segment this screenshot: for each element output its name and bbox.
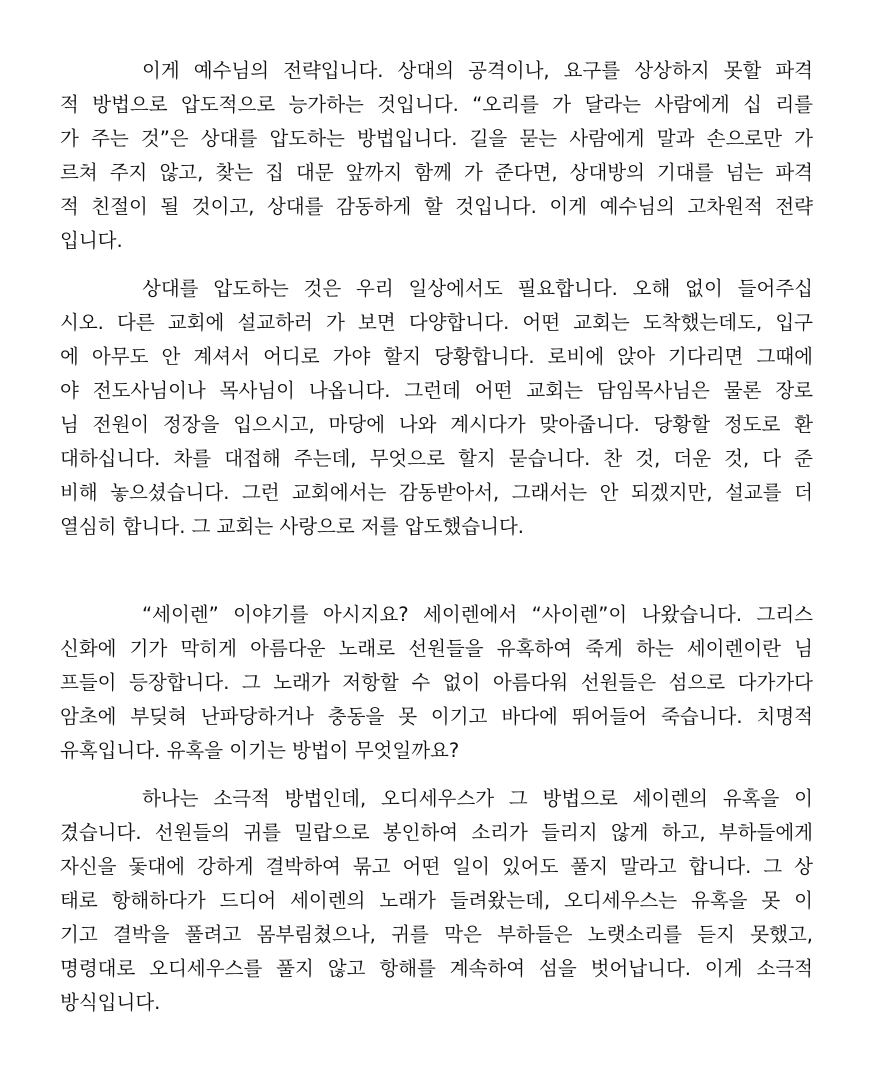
paragraph-4-line-1: 하나는 소극적 방법인데, 오디세우스가 그 방법으로 세이렌의 유혹을 이 — [142, 787, 813, 810]
paragraph-2-line-5: 님 전원이 정장을 입으시고, 마당에 나와 계시다가 맞아줍니다. 당황할 정도로 환 — [60, 413, 813, 436]
paragraph-3-line-3: 프들이 등장합니다. 그 노래가 저항할 수 없이 아름다워 선원들은 섬으로 다가가다 — [60, 671, 813, 694]
paragraph-1-line-1: 이게 예수님의 전략입니다. 상대의 공격이나, 요구를 상상하지 못할 파격 — [142, 59, 813, 82]
paragraph-4-line-7: 방식입니다. — [60, 991, 161, 1014]
paragraph-2-line-6: 대하십니다. 차를 대접해 주는데, 무엇으로 할지 묻습니다. 찬 것, 더운 것, 다 준 — [60, 447, 813, 470]
paragraph-4-line-5: 기고 결박을 풀려고 몸부림쳤으나, 귀를 막은 부하들은 노랫소리를 듣지 못했고, — [60, 923, 813, 946]
paragraph-2-line-4: 야 전도사님이나 목사님이 나옵니다. 그런데 어떤 교회는 담임목사님은 물론 장로 — [60, 379, 813, 402]
paragraph-1-line-2: 적 방법으로 압도적으로 능가하는 것입니다. “오리를 가 달라는 사람에게 십 리를 — [60, 93, 813, 116]
paragraph-1-line-3: 가 주는 것”은 상대를 압도하는 방법입니다. 길을 묻는 사람에게 말과 손으로만 가 — [60, 127, 813, 150]
paragraph-2-line-8: 열심히 합니다. 그 교회는 사랑으로 저를 압도했습니다. — [60, 515, 525, 538]
paragraph-3-line-2: 신화에 기가 막히게 아름다운 노래로 선원들을 유혹하여 죽게 하는 세이렌이란 님 — [60, 637, 813, 660]
paragraph-2-line-7: 비해 놓으셨습니다. 그런 교회에서는 감동받아서, 그래서는 안 되겠지만, 설교를 더 — [60, 481, 813, 504]
paragraph-3-line-5: 유혹입니다. 유혹을 이기는 방법이 무엇일까요? — [60, 739, 460, 762]
paragraph-4-line-3: 자신을 돛대에 강하게 결박하여 묶고 어떤 일이 있어도 풀지 말라고 합니다. 그 상 — [60, 855, 813, 878]
paragraph-2-line-2: 시오. 다른 교회에 설교하러 가 보면 다양합니다. 어떤 교회는 도착했는데도, 입구 — [60, 311, 813, 334]
paragraph-4-line-4: 태로 항해하다가 드디어 세이렌의 노래가 들려왔는데, 오디세우스는 유혹을 못 이 — [60, 889, 813, 912]
paragraph-2-line-3: 에 아무도 안 계셔서 어디로 가야 할지 당황합니다. 로비에 앉아 기다리면 그때에 — [60, 345, 813, 368]
paragraph-1-line-5: 적 친절이 될 것이고, 상대를 감동하게 할 것입니다. 이게 예수님의 고차원적 전략 — [60, 195, 813, 218]
paragraph-3-line-1: “세이렌” 이야기를 아시지요? 세이렌에서 “사이렌”이 나왔습니다. 그리스 — [142, 603, 813, 626]
paragraph-1-line-4: 르쳐 주지 않고, 찾는 집 대문 앞까지 함께 가 준다면, 상대방의 기대를 넘는 파격 — [60, 161, 813, 184]
paragraph-1-line-6: 입니다. — [60, 229, 123, 252]
paragraph-2-line-1: 상대를 압도하는 것은 우리 일상에서도 필요합니다. 오해 없이 들어주십 — [142, 277, 813, 300]
paragraph-3-line-4: 암초에 부딪혀 난파당하거나 충동을 못 이기고 바다에 뛰어들어 죽습니다. 치명적 — [60, 705, 813, 728]
paragraph-4-line-6: 명령대로 오디세우스를 풀지 않고 항해를 계속하여 섬을 벗어납니다. 이게 소극적 — [60, 957, 813, 980]
paragraph-4-line-2: 겼습니다. 선원들의 귀를 밀랍으로 봉인하여 소리가 들리지 않게 하고, 부하들에게 — [60, 821, 813, 844]
